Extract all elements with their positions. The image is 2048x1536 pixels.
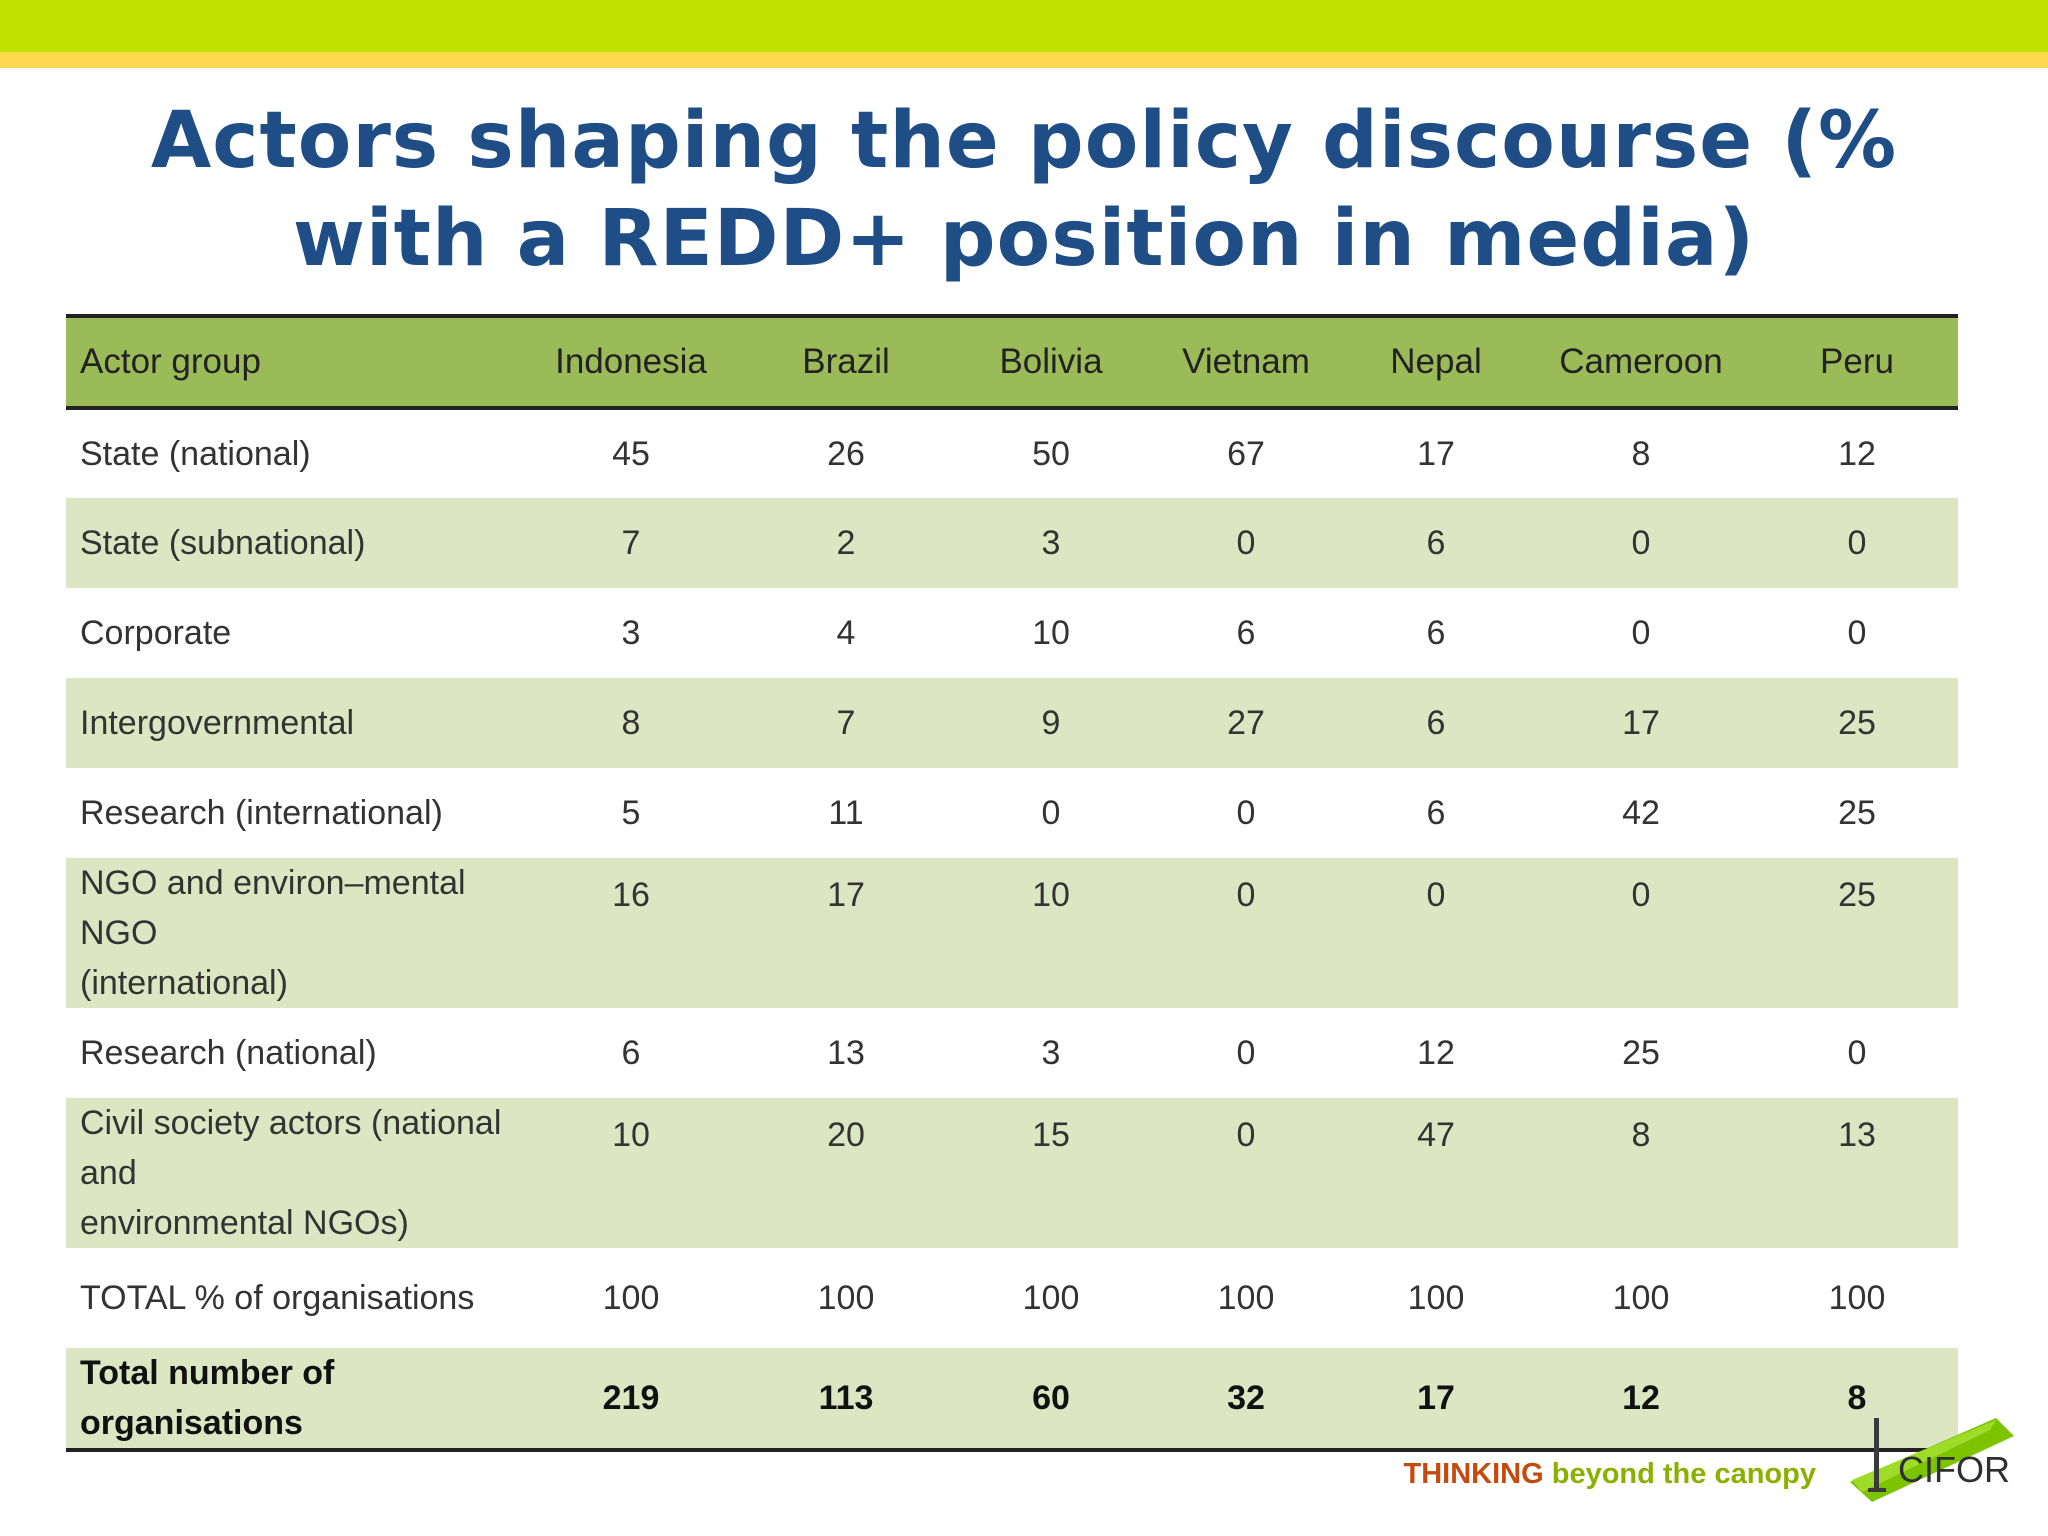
- header-peru: Peru: [1820, 342, 1894, 381]
- table-row: [66, 858, 1958, 1008]
- top-accent-bar: [0, 0, 2048, 52]
- table-cell: 25: [1838, 876, 1876, 914]
- table-cell: 17: [1417, 434, 1455, 473]
- table-cell: 8: [1847, 1378, 1867, 1417]
- table-cell: 100: [1407, 1278, 1465, 1317]
- table-cell: 9: [1041, 703, 1061, 742]
- row-label-text: State (subnational): [80, 524, 366, 562]
- table-cell: 12: [1622, 1378, 1660, 1417]
- table-row: [66, 1248, 1958, 1348]
- table-row: [66, 1008, 1958, 1098]
- header-actor-group: Actor group: [80, 342, 261, 381]
- table-cell: 0: [1631, 613, 1651, 652]
- row-label-text: Research (international): [80, 794, 443, 832]
- slide-title-line-1: Actors shaping the policy discourse (%: [150, 96, 1898, 186]
- table-cell: 3: [1041, 523, 1061, 562]
- row-label-text: State (national): [80, 435, 311, 473]
- tagline-rest: beyond the canopy: [1543, 1458, 1816, 1490]
- table-cell: 0: [1631, 523, 1651, 562]
- table-row: [66, 678, 1958, 768]
- table-cell: 2: [836, 523, 856, 562]
- table-cell: 20: [827, 1116, 865, 1154]
- table-cell: 100: [602, 1278, 660, 1317]
- row-label-research-national: [66, 1008, 526, 1098]
- table-cell: 13: [827, 1033, 865, 1072]
- table-row-total: [66, 1348, 1958, 1450]
- table-cell: 100: [1022, 1278, 1080, 1317]
- slide-title: [60, 92, 1988, 288]
- row-label-corporate: [66, 588, 526, 678]
- table-cell: 8: [1631, 434, 1651, 473]
- row-label-state-national: [66, 408, 526, 498]
- table-cell: 25: [1622, 1033, 1660, 1072]
- table-cell: 5: [621, 793, 641, 832]
- table-cell: 6: [1426, 793, 1446, 832]
- table-cell: 0: [1847, 613, 1867, 652]
- table-cell: 0: [1041, 793, 1061, 832]
- table-row: [66, 1098, 1958, 1248]
- table-cell: 32: [1227, 1378, 1265, 1417]
- table-cell: 0: [1236, 1116, 1256, 1154]
- table-cell: 219: [602, 1378, 660, 1417]
- table-cell: 12: [1838, 434, 1876, 473]
- table-cell: 6: [1426, 703, 1446, 742]
- table-cell: 17: [827, 876, 865, 914]
- table-cell: 10: [612, 1116, 650, 1154]
- row-label-total-percent: [66, 1248, 526, 1348]
- table-cell: 0: [1847, 1033, 1867, 1072]
- table-header-row: [66, 316, 1958, 408]
- table-cell: 67: [1227, 434, 1265, 473]
- table-cell: 6: [621, 1033, 641, 1072]
- table-cell: 42: [1622, 793, 1660, 832]
- table-cell: 7: [621, 523, 641, 562]
- table-cell: 113: [818, 1378, 874, 1417]
- row-label-research-international: [66, 768, 526, 858]
- slide-title-line-2: with a REDD+ position in media): [292, 194, 1756, 284]
- row-label-text: Intergovernmental: [80, 704, 355, 742]
- row-label-text: Research (national): [80, 1034, 377, 1072]
- table-cell: 0: [1847, 523, 1867, 562]
- header-cameroon: Cameroon: [1559, 342, 1723, 381]
- table-cell: 8: [1631, 1116, 1651, 1154]
- row-label-text: NGO and environ–mental NGO: [80, 864, 466, 952]
- row-label-civil-society: [66, 1098, 526, 1248]
- row-label-intergovernmental: [66, 678, 526, 768]
- table-cell: 10: [1032, 876, 1070, 914]
- table-cell: 16: [612, 876, 650, 914]
- row-label-total-number: [66, 1348, 526, 1450]
- row-label-text: environmental NGOs): [80, 1204, 409, 1242]
- table-cell: 100: [1828, 1278, 1886, 1317]
- table-cell: 7: [836, 703, 856, 742]
- table-cell: 0: [1236, 876, 1256, 914]
- table-cell: 100: [1217, 1278, 1275, 1317]
- table-row: [66, 588, 1958, 678]
- row-label-text: TOTAL % of organisations: [80, 1279, 475, 1317]
- table-cell: 26: [827, 434, 865, 473]
- table-cell: 10: [1032, 613, 1070, 652]
- table-cell: 50: [1032, 434, 1070, 473]
- table-cell: 0: [1236, 523, 1256, 562]
- logo-text: CIFOR: [1898, 1449, 2010, 1490]
- row-label-text: Corporate: [80, 614, 232, 652]
- header-nepal: Nepal: [1390, 342, 1482, 381]
- table-cell: 17: [1622, 703, 1660, 742]
- table-cell: 6: [1426, 613, 1446, 652]
- row-label-state-subnational: [66, 498, 526, 588]
- header-bolivia: Bolivia: [999, 342, 1103, 381]
- tagline-strong: THINKING: [1403, 1458, 1544, 1490]
- table-cell: 100: [817, 1278, 875, 1317]
- table-cell: 47: [1417, 1116, 1455, 1154]
- table-cell: 3: [621, 613, 641, 652]
- table-cell: 0: [1426, 876, 1446, 914]
- header-indonesia: Indonesia: [555, 342, 707, 381]
- table-cell: 3: [1041, 1033, 1061, 1072]
- table-row: [66, 408, 1958, 498]
- table-cell: 11: [828, 793, 864, 832]
- footer-tagline: [1386, 1458, 1816, 1491]
- table-cell: 8: [621, 703, 641, 742]
- table-cell: 4: [836, 613, 856, 652]
- table-cell: 0: [1236, 1033, 1256, 1072]
- header-vietnam: Vietnam: [1182, 342, 1310, 381]
- actors-table: [66, 314, 1958, 1452]
- table-cell: 25: [1838, 793, 1876, 832]
- table-cell: 12: [1417, 1033, 1455, 1072]
- table-cell: 0: [1631, 876, 1651, 914]
- row-label-ngo-international: [66, 858, 526, 1008]
- table-cell: 100: [1612, 1278, 1670, 1317]
- table-cell: 6: [1236, 613, 1256, 652]
- table-row: [66, 498, 1958, 588]
- row-label-text: Total number of organisations: [80, 1354, 335, 1442]
- row-label-text: (international): [80, 964, 288, 1002]
- table-row: [66, 768, 1958, 858]
- table-cell: 15: [1032, 1116, 1070, 1154]
- table-cell: 13: [1838, 1116, 1876, 1154]
- table-cell: 6: [1426, 523, 1446, 562]
- table-cell: 60: [1032, 1378, 1070, 1417]
- header-brazil: Brazil: [802, 342, 890, 381]
- table-cell: 27: [1227, 703, 1265, 742]
- table-cell: 25: [1838, 703, 1876, 742]
- row-label-text: Civil society actors (national and: [80, 1104, 502, 1192]
- table-cell: 17: [1417, 1378, 1455, 1417]
- bar-shadow: [0, 68, 2048, 74]
- table-cell: 0: [1236, 793, 1256, 832]
- table-cell: 45: [612, 434, 650, 473]
